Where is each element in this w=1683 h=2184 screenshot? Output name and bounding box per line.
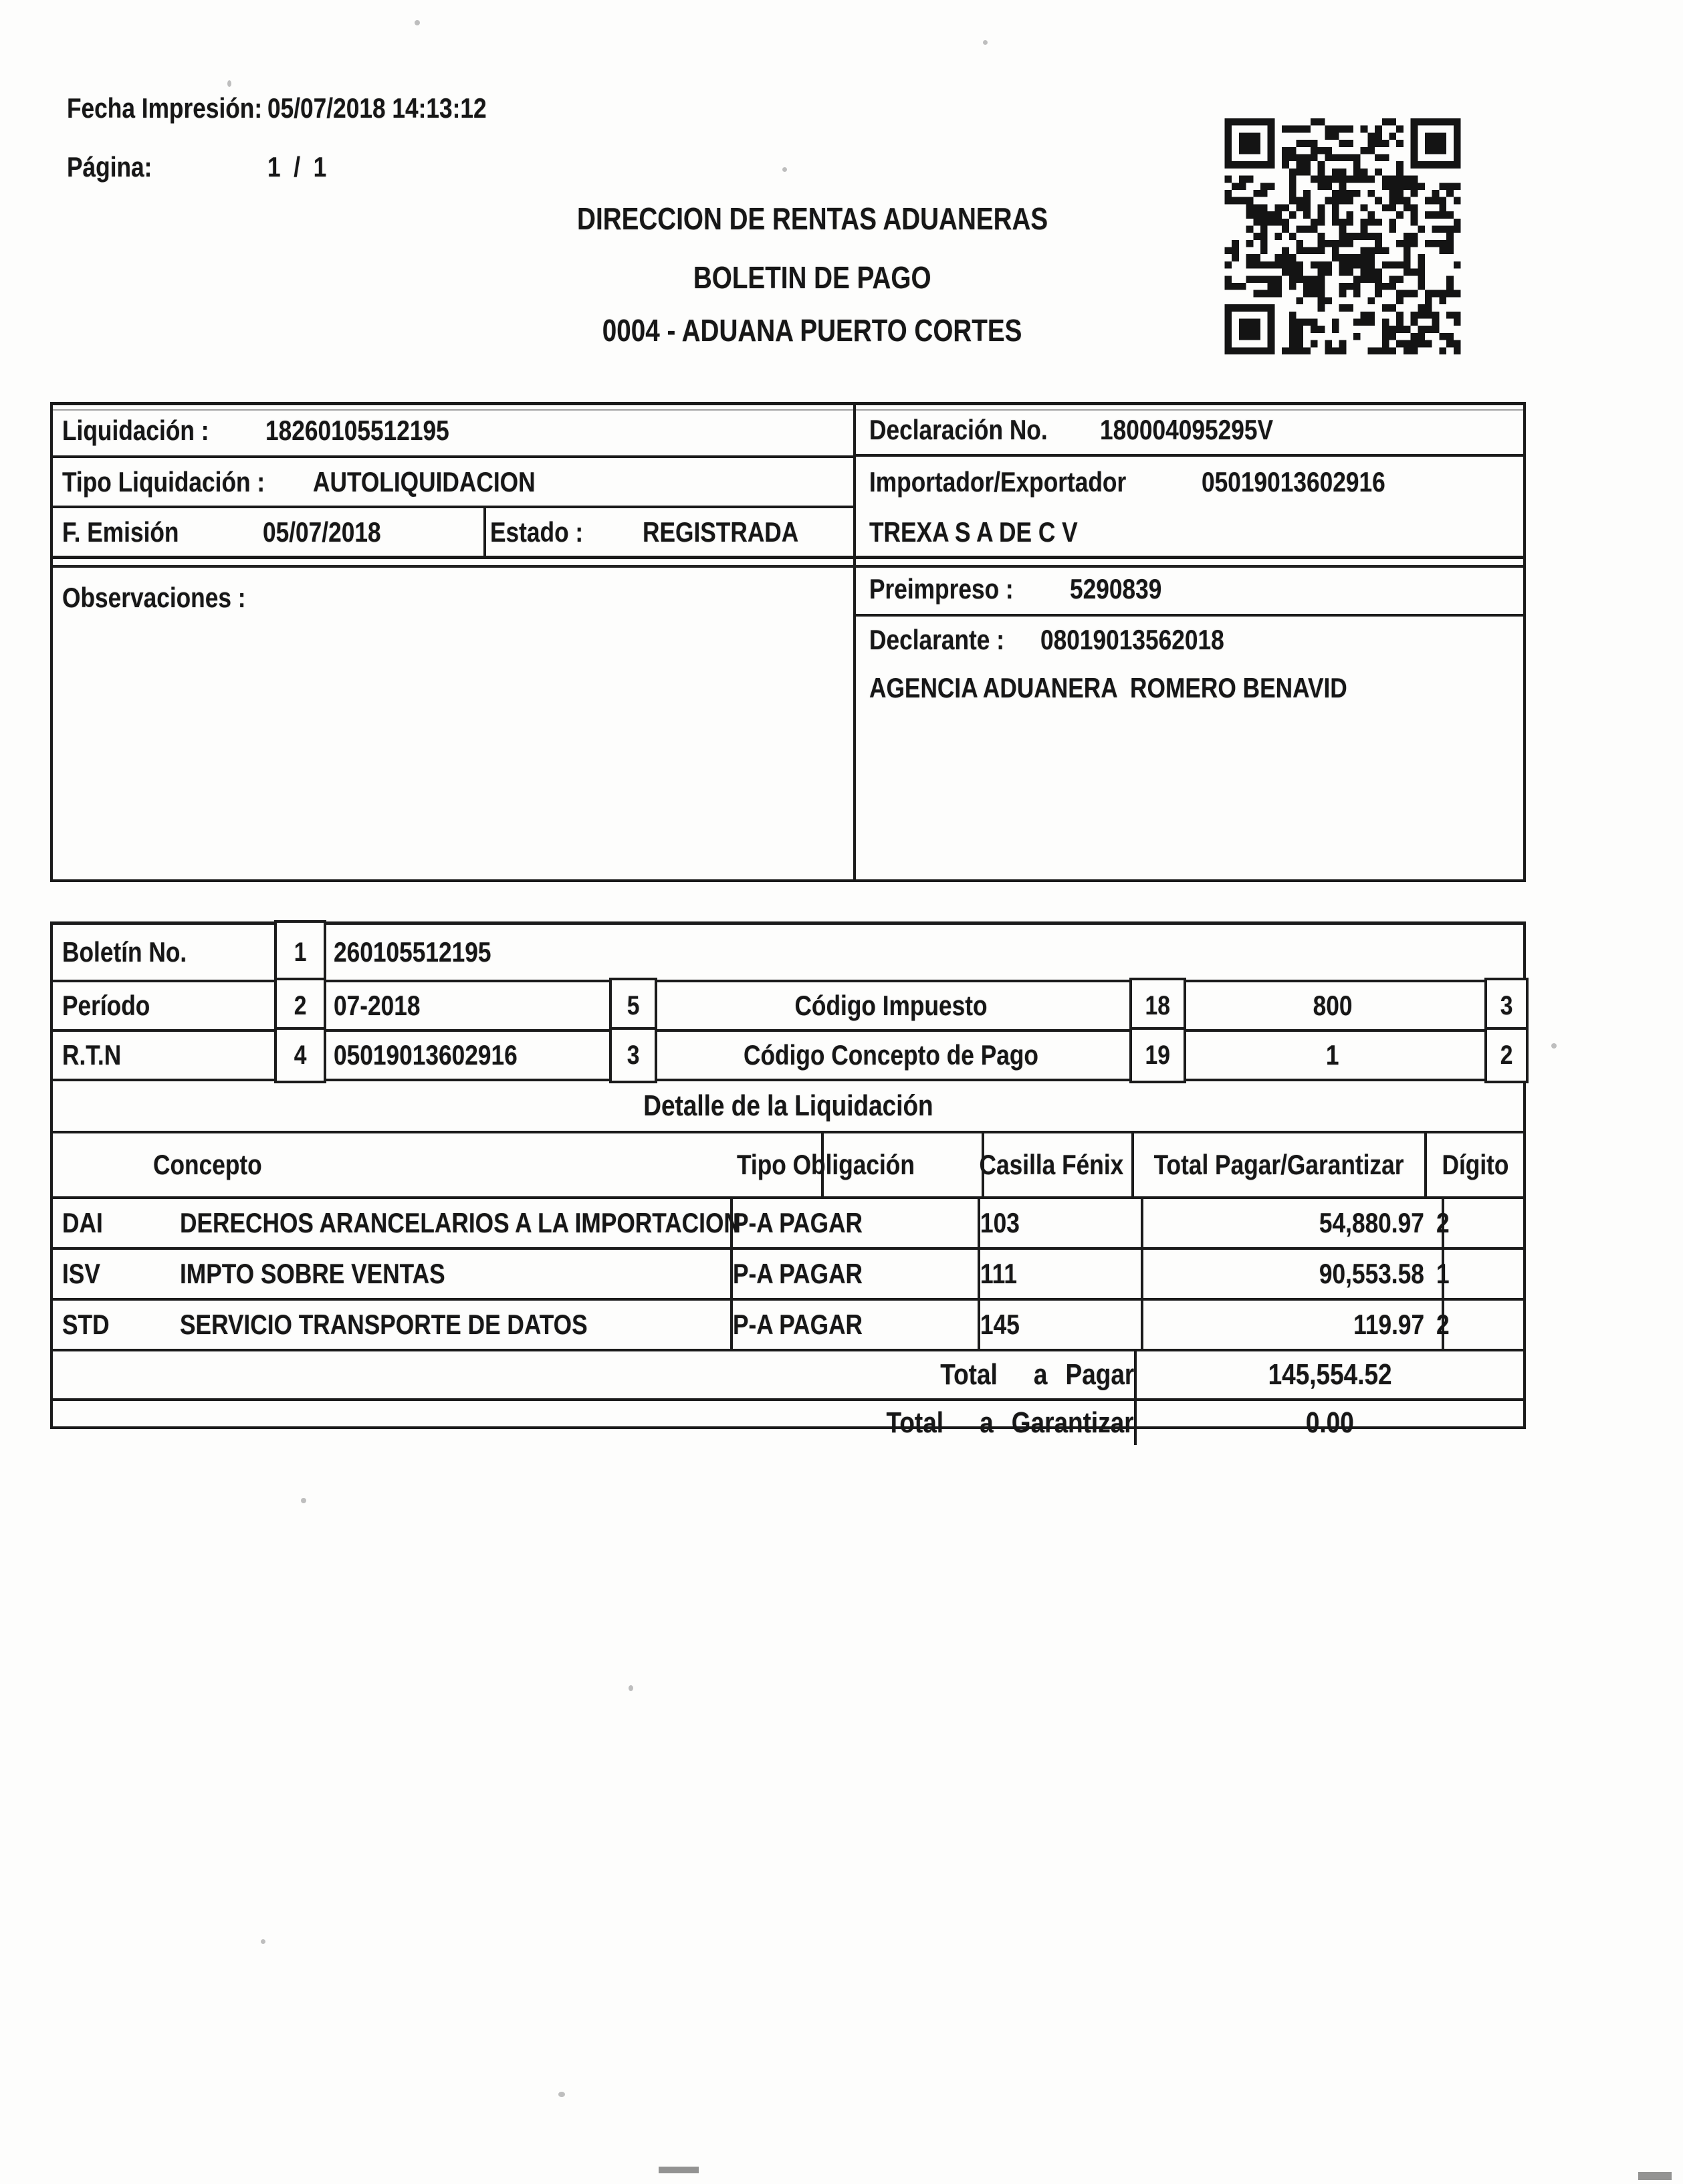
periodo-label: Período bbox=[62, 990, 150, 1021]
std-total: 119.97 bbox=[1353, 1309, 1424, 1340]
print-date-line bbox=[67, 92, 528, 124]
scan-speck bbox=[983, 40, 988, 45]
std-casilla: 145 bbox=[980, 1309, 1020, 1340]
codigo-impuesto-cell bbox=[652, 982, 1129, 1029]
header-total-pagar: Total Pagar/Garantizar bbox=[1154, 1149, 1404, 1180]
document-title: BOLETIN DE PAGO bbox=[693, 260, 931, 295]
importador-name: TREXA S A DE C V bbox=[869, 516, 1078, 548]
std-code: STD bbox=[62, 1309, 110, 1340]
isv-digito: 1 bbox=[1436, 1258, 1450, 1289]
std-tipo: P-A PAGAR bbox=[733, 1309, 863, 1340]
total-pagar-row bbox=[53, 1351, 1523, 1401]
scan-speck bbox=[1551, 1043, 1557, 1049]
header-digito: Dígito bbox=[1442, 1149, 1508, 1180]
scan-speck bbox=[227, 80, 231, 87]
codigo-concepto-value: 1 bbox=[1326, 1039, 1339, 1071]
liquidation-info-right-column bbox=[856, 405, 1523, 879]
total-pagar-value: 145,554.52 bbox=[1268, 1358, 1392, 1391]
boletin-number-row bbox=[53, 925, 1523, 982]
dai-code: DAI bbox=[62, 1207, 103, 1238]
liquidacion-row bbox=[53, 405, 853, 458]
importador-label: Importador/Exportador bbox=[869, 466, 1127, 498]
codigo-impuesto-label: Código Impuesto bbox=[794, 990, 988, 1021]
qr-code-svg bbox=[1221, 118, 1464, 354]
codigo-concepto-label: Código Concepto de Pago bbox=[743, 1039, 1038, 1071]
emision-estado-row bbox=[53, 508, 853, 556]
importador-row bbox=[856, 457, 1523, 508]
periodo-value: 07-2018 bbox=[334, 990, 421, 1021]
heavy-divider-rule bbox=[53, 556, 1523, 568]
dai-tipo: P-A PAGAR bbox=[733, 1207, 863, 1238]
rtn-value: 05019013602916 bbox=[334, 1039, 518, 1071]
isv-casilla: 111 bbox=[980, 1258, 1017, 1289]
std-digito: 2 bbox=[1436, 1309, 1450, 1340]
isv-code: ISV bbox=[62, 1258, 100, 1289]
detail-header-row bbox=[53, 1133, 1523, 1199]
declarante-value: 08019013562018 bbox=[1040, 624, 1225, 655]
declarante-name: AGENCIA ADUANERA ROMERO BENAVID bbox=[869, 672, 1347, 703]
codigo-concepto-cell bbox=[652, 1032, 1129, 1079]
total-garantizar-label: Total a Garantizar bbox=[886, 1406, 1134, 1439]
codigo-concepto-value-cell bbox=[1181, 1032, 1484, 1079]
rtn-box2: 3 bbox=[609, 1027, 657, 1083]
scan-smudge bbox=[659, 2167, 699, 2173]
rtn-box4: 2 bbox=[1484, 1027, 1529, 1083]
total-garantizar-row bbox=[53, 1401, 1523, 1445]
importador-name-row bbox=[856, 509, 1523, 556]
liquidacion-label: Liquidación : bbox=[62, 414, 209, 446]
page-number-value: 1 / 1 bbox=[267, 151, 327, 183]
scan-speck bbox=[261, 1939, 265, 1944]
scan-smudge bbox=[1638, 2172, 1672, 2180]
codigo-impuesto-value-cell bbox=[1181, 982, 1484, 1029]
preimpreso-row bbox=[856, 564, 1523, 617]
declarante-label: Declarante : bbox=[869, 624, 1004, 655]
boletin-number-label: Boletín No. bbox=[62, 936, 187, 968]
isv-desc: IMPTO SOBRE VENTAS bbox=[180, 1258, 445, 1289]
liquidation-info-table bbox=[50, 402, 1526, 882]
detail-row-dai bbox=[53, 1199, 1523, 1250]
dai-digito: 2 bbox=[1436, 1207, 1450, 1238]
observaciones-label: Observaciones : bbox=[62, 582, 246, 613]
rtn-code-box: 4 bbox=[274, 1027, 326, 1083]
boletin-number-code-box: 1 bbox=[274, 920, 326, 984]
estado-label: Estado : bbox=[490, 516, 584, 548]
scan-speck bbox=[415, 20, 420, 25]
scan-speck bbox=[629, 1685, 633, 1691]
qr-code bbox=[1221, 118, 1464, 354]
dai-desc: DERECHOS ARANCELARIOS A LA IMPORTACION bbox=[180, 1207, 741, 1238]
periodo-box2: 5 bbox=[609, 978, 657, 1034]
agency-title: DIRECCION DE RENTAS ADUANERAS bbox=[576, 201, 1048, 236]
declarante-name-row bbox=[856, 665, 1523, 712]
codigo-impuesto-code-box: 18 bbox=[1129, 978, 1186, 1034]
header-casilla-fenix: Casilla Fénix bbox=[979, 1149, 1123, 1180]
isv-tipo: P-A PAGAR bbox=[733, 1258, 863, 1289]
detail-title: Detalle de la Liquidación bbox=[643, 1089, 933, 1122]
detail-row-isv bbox=[53, 1250, 1523, 1301]
importador-value: 05019013602916 bbox=[1202, 466, 1386, 498]
tipo-liquidacion-row bbox=[53, 458, 853, 508]
dai-casilla: 103 bbox=[980, 1207, 1020, 1238]
scan-speck bbox=[782, 167, 787, 172]
emision-cell bbox=[53, 508, 486, 556]
periodo-row bbox=[53, 982, 1523, 1032]
total-pagar-label: Total a Pagar bbox=[939, 1358, 1134, 1391]
total-garantizar-value: 0.00 bbox=[1306, 1406, 1354, 1439]
isv-total: 90,553.58 bbox=[1319, 1258, 1424, 1289]
header-tipo-obligacion: Tipo Obligación bbox=[737, 1149, 915, 1180]
estado-cell bbox=[477, 508, 853, 556]
rtn-row bbox=[53, 1032, 1523, 1081]
page-number-label: Página: bbox=[67, 151, 152, 183]
declarante-row bbox=[856, 617, 1523, 663]
periodo-code-box: 2 bbox=[274, 978, 326, 1034]
periodo-box4: 3 bbox=[1484, 978, 1529, 1034]
dai-total: 54,880.97 bbox=[1319, 1207, 1424, 1238]
scan-speck bbox=[558, 2092, 565, 2097]
boletin-number-value: 260105512195 bbox=[334, 936, 491, 968]
codigo-impuesto-value: 800 bbox=[1313, 990, 1353, 1021]
header-concepto: Concepto bbox=[153, 1149, 262, 1180]
observaciones-row bbox=[53, 566, 853, 642]
liquidation-info-left-column bbox=[53, 405, 856, 879]
print-date-label: Fecha Impresión: bbox=[67, 92, 263, 124]
detail-title-row bbox=[53, 1081, 1523, 1133]
declaracion-value: 180004095295V bbox=[1100, 413, 1274, 445]
scan-speck bbox=[301, 1498, 306, 1503]
print-date-value: 05/07/2018 14:13:12 bbox=[267, 92, 487, 124]
detail-row-std bbox=[53, 1301, 1523, 1351]
page-number-line bbox=[67, 151, 338, 183]
liquidacion-value: 18260105512195 bbox=[265, 414, 449, 446]
boletin-detail-table bbox=[50, 921, 1526, 1439]
codigo-concepto-code-box: 19 bbox=[1129, 1027, 1186, 1083]
declaracion-row bbox=[856, 405, 1523, 457]
emision-value: 05/07/2018 bbox=[263, 516, 381, 548]
customs-office-title: 0004 - ADUANA PUERTO CORTES bbox=[602, 313, 1022, 348]
rtn-label: R.T.N bbox=[62, 1039, 122, 1071]
declaracion-label: Declaración No. bbox=[869, 413, 1048, 445]
tipo-liquidacion-value: AUTOLIQUIDACION bbox=[312, 465, 536, 498]
preimpreso-value: 5290839 bbox=[1070, 573, 1162, 605]
estado-value: REGISTRADA bbox=[642, 516, 798, 548]
emision-label: F. Emisión bbox=[62, 516, 179, 548]
std-desc: SERVICIO TRANSPORTE DE DATOS bbox=[180, 1309, 588, 1340]
preimpreso-label: Preimpreso : bbox=[869, 573, 1014, 605]
tipo-liquidacion-label: Tipo Liquidación : bbox=[62, 465, 265, 498]
